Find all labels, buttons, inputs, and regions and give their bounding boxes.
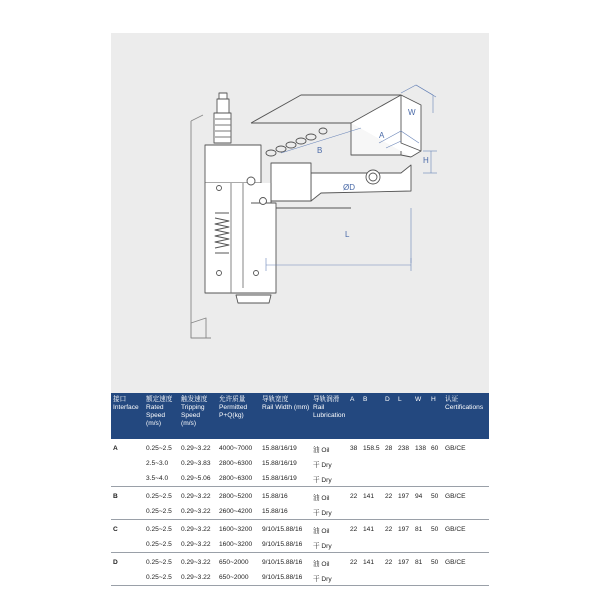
column-header: [383, 393, 396, 439]
column-header: [429, 393, 443, 439]
table-row: [111, 504, 489, 520]
cell-rated: 0.25~2.5: [146, 493, 172, 500]
product-drawing: [111, 33, 489, 393]
cell-rail: 15.88/16: [260, 504, 311, 520]
dim-label-b: B: [317, 146, 323, 155]
cell-b: 141: [363, 493, 375, 500]
cell-w: 94: [415, 493, 423, 500]
cell-lub: 干 Dry: [311, 471, 348, 487]
table-row: [111, 520, 489, 538]
cell-cert: GB/CE: [445, 493, 466, 500]
column-header: [348, 393, 361, 439]
cell-cert: [443, 504, 489, 520]
column-header-cn: 接口: [113, 396, 127, 403]
cell-b: 158.5: [363, 445, 380, 452]
cell-rail: 15.88/16/19: [260, 471, 311, 487]
table-row: [111, 471, 489, 487]
dim-label-w: W: [408, 108, 416, 117]
cell-trip: 0.29~3.22: [179, 570, 217, 586]
cell-rated: 0.25~2.5: [146, 526, 172, 533]
cell-h: 50: [431, 493, 439, 500]
cell-b: [361, 456, 383, 471]
cell-trip: 0.29~3.22: [181, 445, 211, 452]
cell-a: 22: [350, 559, 358, 566]
cell-d: 28: [385, 445, 393, 452]
cell-l: [396, 456, 413, 471]
cell-mass: 2800~6300: [219, 460, 253, 467]
cell-b: [361, 471, 383, 487]
table-row: [111, 487, 489, 505]
column-header: [144, 393, 179, 439]
cell-d: 22: [385, 493, 393, 500]
column-header-cn: 导轨润滑: [313, 396, 340, 403]
column-header-en: Rail Lubrication: [313, 404, 346, 419]
cell-rated: 0.25~2.5: [146, 559, 172, 566]
column-header-cn: 认证: [445, 396, 459, 403]
cell-d: [383, 504, 396, 520]
interface-cell: [111, 456, 144, 471]
cell-a: 38: [350, 445, 358, 452]
cell-l: [396, 504, 413, 520]
cell-b: 141: [363, 559, 375, 566]
cell-mass: 2800~6300: [217, 471, 260, 487]
cell-a: 22: [350, 526, 358, 533]
cell-lub: 干 Dry: [311, 504, 348, 520]
column-header-en: Rated Speed (m/s): [146, 404, 166, 427]
dim-label-h: H: [423, 156, 429, 165]
table-row: [111, 439, 489, 456]
column-header-cn: D: [385, 396, 390, 403]
interface-cell: C: [113, 526, 118, 533]
cell-mass: 2600~4200: [217, 504, 260, 520]
dim-label-d: ØD: [343, 183, 355, 192]
cell-cert: GB/CE: [445, 559, 466, 566]
column-header: [361, 393, 383, 439]
column-header-cn: 触发速度: [181, 396, 208, 403]
cell-d: 22: [385, 559, 393, 566]
cell-rated: 0.25~2.5: [144, 537, 179, 553]
column-header-cn: 额定速度: [146, 396, 173, 403]
cell-d: 22: [385, 526, 393, 533]
column-header-cn: B: [363, 396, 368, 403]
cell-cert: GB/CE: [445, 526, 466, 533]
cell-a: 22: [350, 493, 358, 500]
interface-cell: A: [113, 445, 118, 452]
cell-trip: 0.29~3.22: [181, 493, 211, 500]
cell-trip: 0.29~3.83: [181, 460, 211, 467]
cell-trip: 0.29~3.22: [181, 526, 211, 533]
cell-trip: 0.29~5.06: [179, 471, 217, 487]
column-header-en: Interface: [113, 404, 139, 411]
column-header: [396, 393, 413, 439]
column-header: [413, 393, 429, 439]
cell-rail: 9/10/15.88/16: [262, 526, 303, 533]
cell-l: [396, 537, 413, 553]
interface-cell: [111, 504, 144, 520]
cell-h: [429, 504, 443, 520]
column-header-cn: 允许质量: [219, 396, 246, 403]
cell-rail: 9/10/15.88/16: [262, 559, 303, 566]
cell-rated: 0.25~2.5: [144, 504, 179, 520]
cell-h: 60: [431, 445, 439, 452]
cell-l: [396, 570, 413, 586]
cell-w: [413, 456, 429, 471]
cell-mass: 2800~5200: [219, 493, 253, 500]
column-header-cn: 导轨宽度: [262, 396, 289, 403]
cell-mass: 4000~7000: [219, 445, 253, 452]
column-header: [179, 393, 217, 439]
column-header: [260, 393, 311, 439]
cell-a: [348, 456, 361, 471]
column-header: [443, 393, 489, 439]
interface-cell: [111, 570, 144, 586]
cell-rated: 0.25~2.5: [146, 445, 172, 452]
cell-w: [413, 471, 429, 487]
column-header-cn: W: [415, 396, 422, 403]
table-row: [111, 537, 489, 553]
column-header-en: Certifications: [445, 404, 484, 411]
cell-trip: 0.29~3.22: [181, 559, 211, 566]
cell-lub: 油 Oil: [313, 494, 330, 502]
dim-label-a: A: [379, 131, 385, 140]
cell-d: [383, 471, 396, 487]
table-row: [111, 570, 489, 586]
cell-l: 238: [398, 445, 410, 452]
cell-w: 138: [415, 445, 427, 452]
cell-h: 50: [431, 559, 439, 566]
cell-trip: 0.29~3.22: [179, 504, 217, 520]
cell-h: [429, 570, 443, 586]
cell-d: [383, 537, 396, 553]
cell-a: [348, 471, 361, 487]
cell-rail: 15.88/16/19: [262, 460, 297, 467]
cell-cert: [443, 471, 489, 487]
safety-gear-line-drawing: [111, 33, 489, 393]
cell-lub: 油 Oil: [313, 560, 330, 568]
cell-lub: 干 Dry: [311, 570, 348, 586]
cell-rail: 15.88/16: [262, 493, 288, 500]
cell-cert: GB/CE: [445, 445, 466, 452]
cell-rated: 3.5~4.0: [144, 471, 179, 487]
column-header-en: Tripping Speed (m/s): [181, 404, 205, 427]
interface-cell: [111, 471, 144, 487]
cell-trip: 0.29~3.22: [179, 537, 217, 553]
cell-mass: 650~2000: [217, 570, 260, 586]
cell-b: [361, 570, 383, 586]
cell-cert: [443, 456, 489, 471]
specification-table: [111, 393, 489, 586]
cell-rail: 9/10/15.88/16: [260, 570, 311, 586]
cell-mass: 650~2000: [219, 559, 249, 566]
cell-b: 141: [363, 526, 375, 533]
cell-mass: 1600~3200: [217, 537, 260, 553]
cell-cert: [443, 570, 489, 586]
cell-lub: 干 Dry: [313, 461, 332, 469]
cell-a: [348, 504, 361, 520]
interface-cell: [111, 537, 144, 553]
interface-cell: D: [113, 559, 118, 566]
cell-h: [429, 471, 443, 487]
cell-b: [361, 537, 383, 553]
cell-l: 197: [398, 526, 410, 533]
cell-l: [396, 471, 413, 487]
cell-w: 81: [415, 526, 423, 533]
cell-lub: 干 Dry: [311, 537, 348, 553]
dim-label-l: L: [345, 230, 350, 239]
cell-w: 81: [415, 559, 423, 566]
column-header-cn: H: [431, 396, 436, 403]
cell-h: 50: [431, 526, 439, 533]
cell-cert: [443, 537, 489, 553]
column-header: [217, 393, 260, 439]
column-header: [111, 393, 144, 439]
column-header-cn: A: [350, 396, 355, 403]
cell-l: 197: [398, 493, 410, 500]
table-header-row: [111, 393, 489, 439]
cell-d: [383, 456, 396, 471]
cell-rail: 9/10/15.88/16: [260, 537, 311, 553]
cell-w: [413, 570, 429, 586]
cell-w: [413, 537, 429, 553]
cell-h: [429, 537, 443, 553]
cell-rated: 2.5~3.0: [146, 460, 169, 467]
table-row: [111, 456, 489, 471]
cell-w: [413, 504, 429, 520]
cell-a: [348, 537, 361, 553]
cell-lub: 油 Oil: [313, 527, 330, 535]
table-row: [111, 553, 489, 571]
cell-lub: 油 Oil: [313, 446, 330, 454]
cell-rail: 15.88/16/19: [262, 445, 297, 452]
cell-h: [429, 456, 443, 471]
cell-b: [361, 504, 383, 520]
column-header-en: Rail Width (mm): [262, 404, 310, 411]
cell-mass: 1600~3200: [219, 526, 253, 533]
cell-d: [383, 570, 396, 586]
column-header-cn: L: [398, 396, 402, 403]
column-header-en: Permitted P+Q(kg): [219, 404, 248, 419]
cell-rated: 0.25~2.5: [144, 570, 179, 586]
column-header: [311, 393, 348, 439]
cell-l: 197: [398, 559, 410, 566]
interface-cell: B: [113, 493, 118, 500]
cell-a: [348, 570, 361, 586]
